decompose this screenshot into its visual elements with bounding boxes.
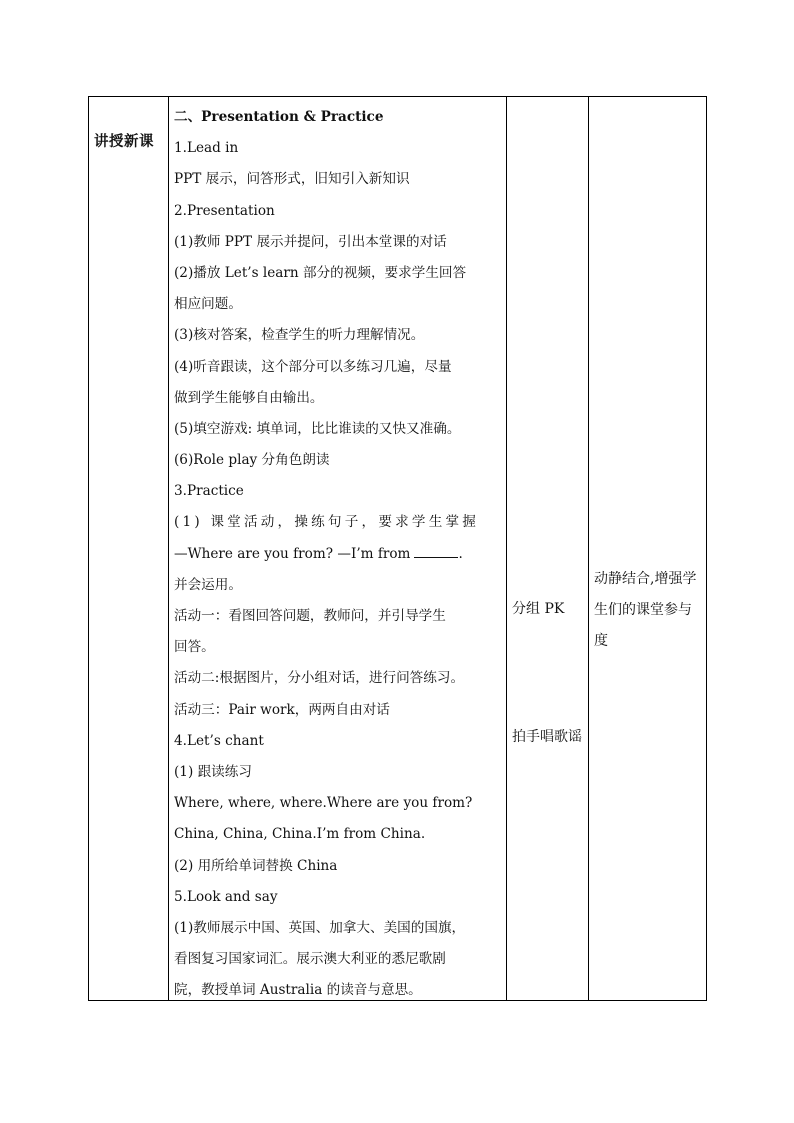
content-line [174,227,502,258]
section-label-cell [88,96,168,1001]
blank-period: . [458,545,463,562]
content-line [174,476,502,507]
content-line-text: 二、Presentation & Practice [174,109,384,125]
content-line [174,320,502,351]
section-label: 讲授新课 [94,134,154,150]
content-line [174,133,502,164]
content-line [174,663,502,694]
content-line-text: (1)教师 PPT 展示并提问，引出本堂课的对话 [174,233,447,250]
content-line [174,570,502,601]
activity-group-pk: 分组 PK [512,601,565,617]
content-line [174,258,502,289]
activity-clap-chant: 拍手唱歌谣 [512,729,582,745]
content-line-text: (3)核对答案，检查学生的听力理解情况。 [174,327,425,344]
content-line [174,819,502,850]
content-line [174,882,502,913]
content-line-text: Where, where, where.Where are you from? [174,795,473,812]
content-line-text: 相应问题。 [174,296,242,313]
content-line [174,196,502,227]
content-line [174,539,502,570]
content-line [174,788,502,819]
content-line-text: 看图复习国家词汇。展示澳大利亚的悉尼歌剧 [174,951,446,968]
table-divider-3 [588,96,589,1001]
content-line [174,507,502,538]
content-line [174,851,502,882]
content-line [174,601,502,632]
content-line [174,975,502,1006]
content-line [174,289,502,320]
content-line-text: 院，教授单词 Australia 的读音与意思。 [174,982,422,999]
content-line-text: 做到学生能够自由输出。 [174,389,324,406]
activity-cell [506,96,588,1001]
content-line-text: PPT 展示，问答形式，旧知引入新知识 [174,171,410,188]
content-line-text: (2)播放 Let’s learn 部分的视频，要求学生回答 [174,264,467,281]
content-line-text: (2) 用所给单词替换 China [174,857,338,874]
content-line-text: 活动一：看图回答问题，教师问，并引导学生 [174,608,446,624]
content-line-text: 并会运用。 [174,576,242,593]
content-line [174,757,502,788]
content-line [174,352,502,383]
content-line-text: 1.Lead in [174,140,239,157]
content-cell [168,96,506,1001]
content-line [174,726,502,757]
table-border-right [706,96,707,1001]
content-line-text: 活动三：Pair work，两两自由对话 [174,701,390,718]
content-line-text: (6)Role play 分角色朗读 [174,452,330,469]
content-line-text: (1) 课堂活动，操练句子，要求学生掌握 [174,514,480,531]
content-line [174,445,502,476]
design-note-cell [588,96,706,1001]
content-line-text: 回答。 [174,639,215,656]
content-line [174,383,502,414]
content-line [174,913,502,944]
content-line-text: (4)听音跟读，这个部分可以多练习几遍，尽量 [174,358,452,375]
content-line-text: (1) 跟读练习 [174,763,252,780]
design-note: 动静结合,增强学生们的课堂参与度 [594,571,697,650]
content-line-text: —Where are you from? —I’m from [174,545,411,562]
content-line [174,695,502,726]
content-line-text: 3.Practice [174,483,244,500]
fill-in-blank [414,541,458,558]
table-border-left [88,96,89,1001]
content-line [174,414,502,445]
content-line [174,944,502,975]
content-line-text: 4.Let’s chant [174,732,264,749]
content-line-text: 2.Presentation [174,202,275,219]
table-border-top [88,96,707,97]
content-line-text: (1)教师展示中国、英国、加拿大、美国的国旗， [174,919,466,936]
table-divider-2 [506,96,507,1001]
content-line [174,632,502,663]
content-lines [174,102,502,1006]
content-line-text: (5)填空游戏: 填单词，比比谁读的又快又准确。 [174,420,461,437]
content-line-text: China, China, China.I’m from China. [174,826,426,843]
content-line-text: 活动二:根据图片，分小组对话，进行问答练习。 [174,670,465,687]
table-border-bottom [88,1000,707,1001]
content-line [174,164,502,195]
content-line [174,102,502,133]
content-line-text: 5.Look and say [174,888,278,905]
table-divider-1 [168,96,169,1001]
